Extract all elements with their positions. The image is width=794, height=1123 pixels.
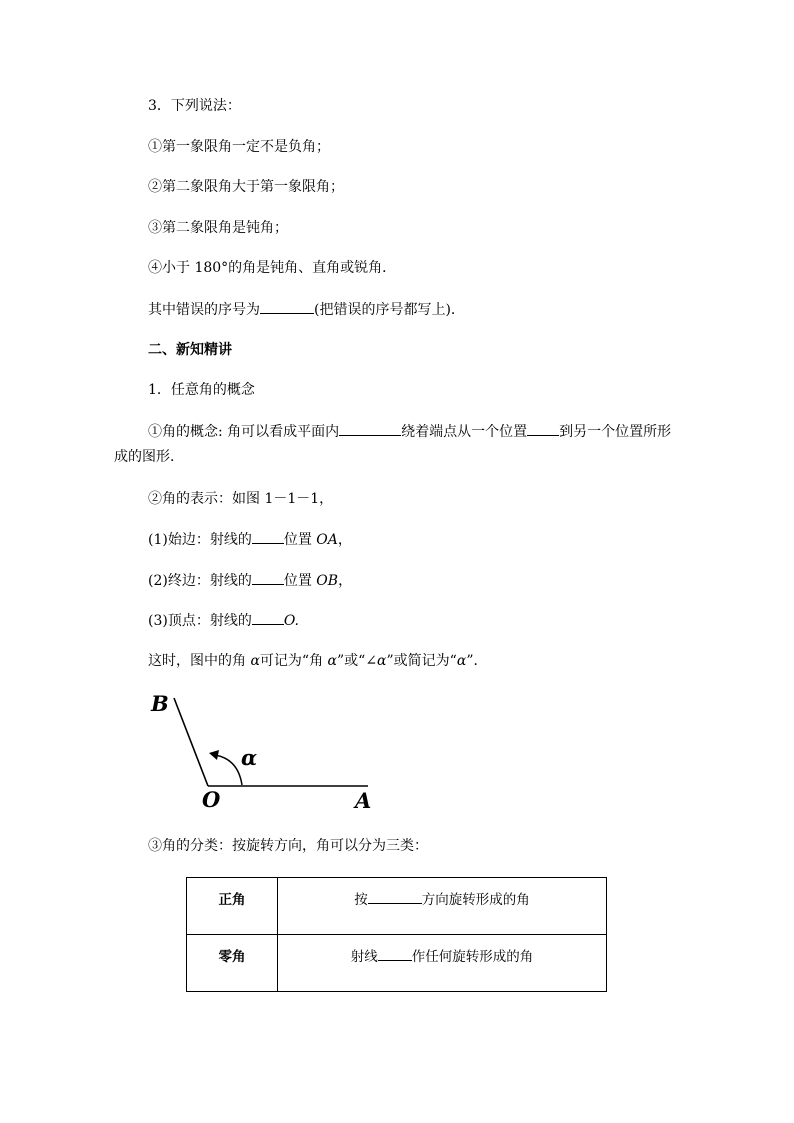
var-O: O <box>283 613 295 629</box>
concept-text-a: ①角的概念: 角可以看成平面内 <box>148 424 340 440</box>
angle-notation: ②角的表示：如图 1－1－1， <box>148 491 334 507</box>
initial-side-pos: 位置 <box>283 532 317 548</box>
row-desc-positive <box>278 878 607 935</box>
blank-initial[interactable] <box>252 529 284 544</box>
answer-blank[interactable] <box>260 299 314 314</box>
blank-vertex[interactable] <box>252 610 284 625</box>
desc-pre: 按 <box>354 892 368 908</box>
blank-ray[interactable] <box>339 421 401 436</box>
row-desc-zero <box>278 935 607 992</box>
initial-side-text: (1)始边：射线的 <box>148 532 252 548</box>
initial-side-end: ， <box>337 532 352 548</box>
topic-1-heading: 1．任意角的概念 <box>148 382 255 398</box>
desc-post: 方向旋转形成的角 <box>421 892 530 908</box>
ray-OB <box>174 698 208 786</box>
row-name-zero: 零角 <box>187 935 278 992</box>
concept-text-b: 绕着端点从一个位置 <box>401 424 528 440</box>
table-row <box>187 878 607 935</box>
note-text-b: 可记为“角 <box>259 653 328 669</box>
alpha-symbol: α <box>327 653 337 669</box>
terminal-side-line <box>148 570 352 591</box>
note-text-a: 这时，图中的角 <box>148 653 251 669</box>
blank-direction[interactable] <box>368 889 422 904</box>
alpha-symbol: α <box>250 653 260 669</box>
classification-table <box>186 877 607 992</box>
question-3-title: 3．下列说法： <box>148 98 241 114</box>
blank-terminal[interactable] <box>252 570 284 585</box>
label-A: A <box>355 788 372 813</box>
label-O: O <box>202 787 221 812</box>
notation-note <box>148 651 487 671</box>
angle-diagram <box>140 685 390 820</box>
table-row <box>187 935 607 992</box>
vertex-text: (3)顶点：射线的 <box>148 613 252 629</box>
arrowhead-icon <box>209 750 219 760</box>
blank-rotate[interactable] <box>527 421 559 436</box>
desc-pre: 射线 <box>350 949 378 965</box>
note-text-c: ”或“∠ <box>337 653 378 669</box>
answer-suffix: (把错误的序号都写上)． <box>314 302 465 318</box>
statement-2: ②第二象限角大于第一象限角； <box>148 179 344 195</box>
note-text-d: ”或简记为“ <box>386 653 457 669</box>
vertex-line <box>148 610 299 631</box>
statement-1: ①第一象限角一定不是负角； <box>148 139 330 155</box>
concept-paragraph-line1 <box>148 421 671 442</box>
alpha-symbol: α <box>377 653 387 669</box>
blank-no-rotation[interactable] <box>378 946 412 961</box>
classification-intro: ③角的分类：按旋转方向，角可以分为三类： <box>148 838 428 854</box>
note-text-e: ”． <box>466 653 488 669</box>
section-2-heading: 二、新知精讲 <box>148 342 232 358</box>
concept-paragraph-line2: 成的图形． <box>114 449 184 465</box>
label-alpha: α <box>241 745 258 770</box>
row-name-positive: 正角 <box>187 878 278 935</box>
alpha-symbol: α <box>456 653 467 669</box>
desc-post: 作任何旋转形成的角 <box>411 949 534 965</box>
terminal-side-end: ， <box>338 573 353 589</box>
answer-line <box>148 299 465 320</box>
statement-3: ③第二象限角是钝角； <box>148 220 288 236</box>
label-B: B <box>151 691 169 716</box>
concept-text-c: 到另一个位置所形 <box>559 424 672 440</box>
var-OB: OB <box>316 573 339 589</box>
initial-side-line <box>148 529 352 550</box>
statement-4: ④小于 180°的角是钝角、直角或锐角． <box>148 260 397 276</box>
rotation-arc <box>215 755 242 785</box>
vertex-end: . <box>294 613 299 629</box>
terminal-side-text: (2)终边：射线的 <box>148 573 252 589</box>
terminal-side-pos: 位置 <box>283 573 317 589</box>
var-OA: OA <box>316 532 338 548</box>
answer-prefix: 其中错误的序号为 <box>148 302 260 318</box>
